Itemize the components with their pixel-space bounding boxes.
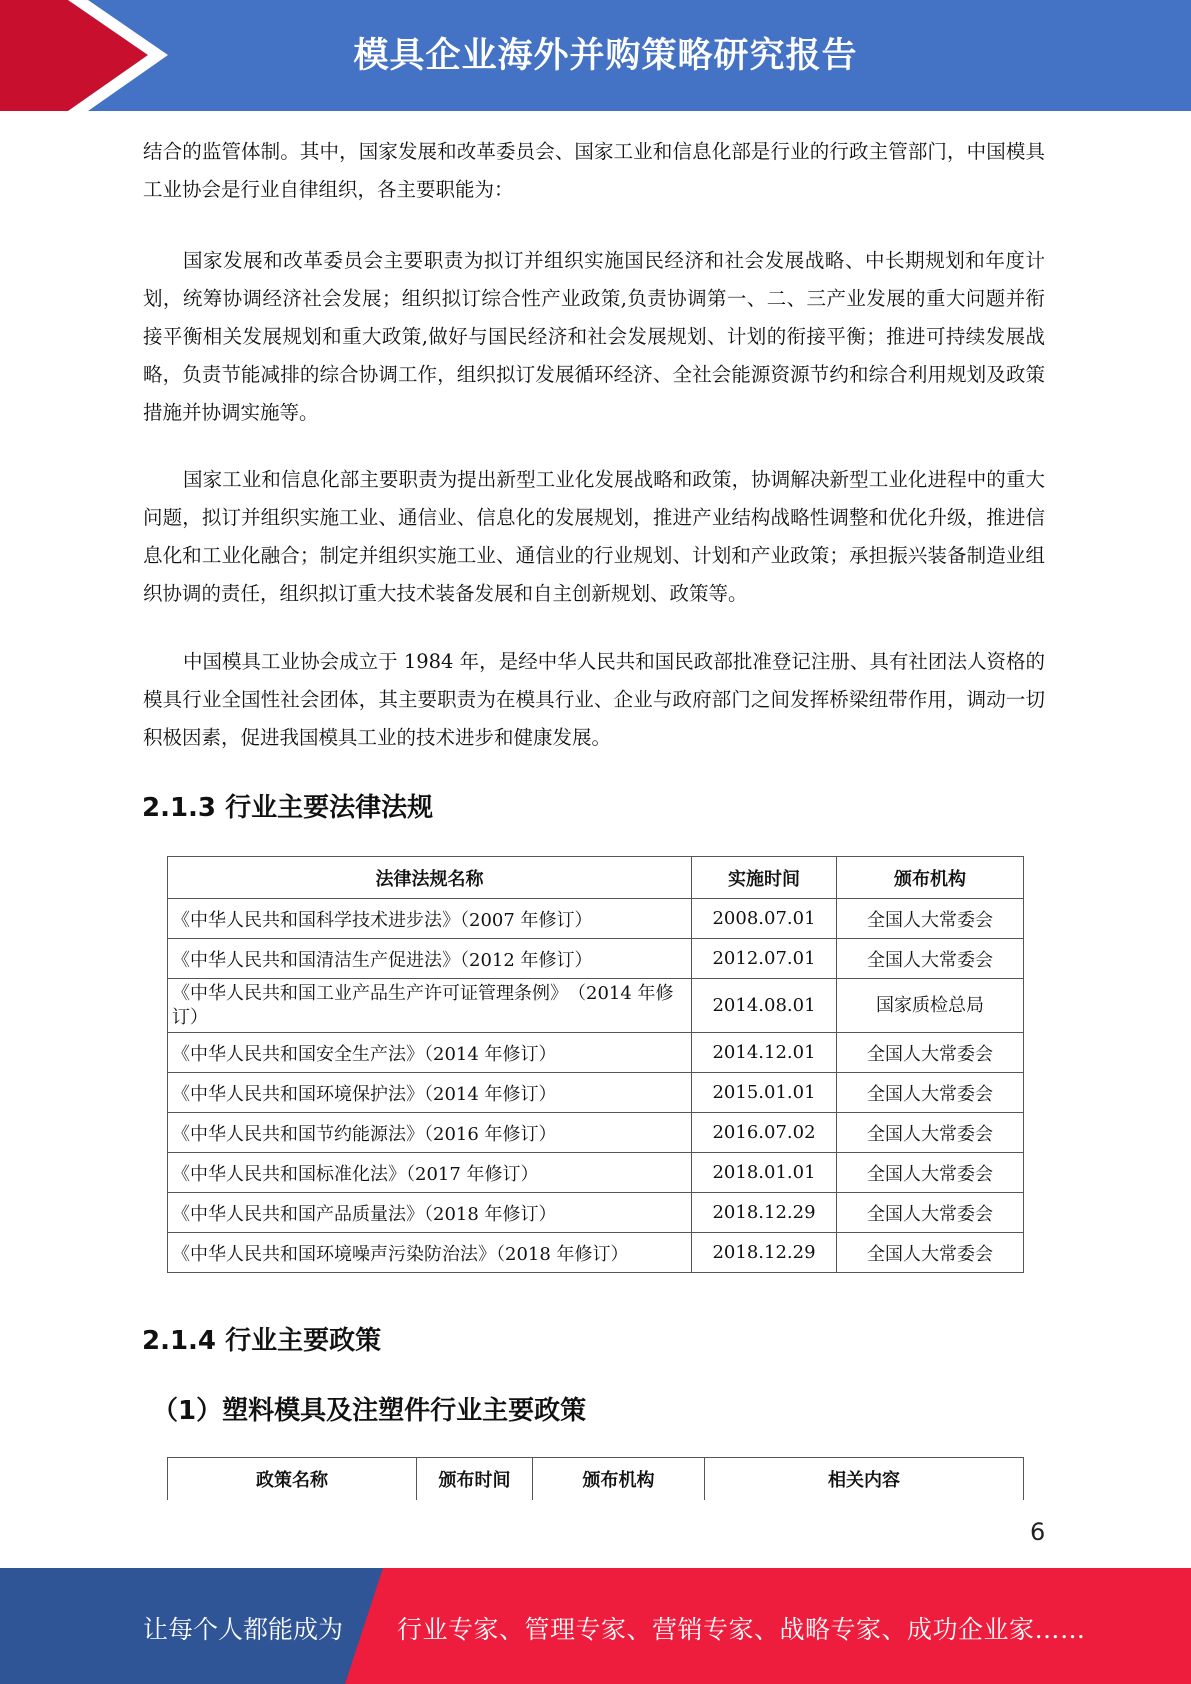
table-row [168,1153,1024,1193]
column-header-policy-name: 政策名称 [168,1458,417,1501]
paragraph-intro: 结合的监管体制。其中，国家发展和改革委员会、国家工业和信息化部是行业的行政主管部门，中国模具工业协会是行业自律组织，各主要职能为： [143,140,1045,201]
law-date-cell: 2018.01.01 [692,1153,837,1193]
page-number: 6 [1030,1518,1046,1546]
law-issuer-cell: 全国人大常委会 [837,1153,1024,1193]
law-issuer-cell: 全国人大常委会 [837,1233,1024,1273]
table-row [168,899,1024,939]
law-name-cell: 《中华人民共和国标准化法》（2017 年修订） [168,1153,692,1193]
law-issuer-cell: 全国人大常委会 [837,1033,1024,1073]
law-name-cell: 《中华人民共和国科学技术进步法》（2007 年修订） [168,899,692,939]
law-date-cell: 2018.12.29 [692,1233,837,1273]
law-name-cell: 《中华人民共和国产品质量法》（2018 年修订） [168,1193,692,1233]
table-row [168,939,1024,979]
law-issuer-cell: 全国人大常委会 [837,1073,1024,1113]
law-table [167,856,1024,1273]
law-name-cell: 《中华人民共和国节约能源法》（2016 年修订） [168,1113,692,1153]
footer-slogan-right: 行业专家、管理专家、营销专家、战略专家、成功企业家…… [397,1615,1086,1644]
table-row [168,1233,1024,1273]
policy-table [167,1457,1024,1500]
law-issuer-cell: 国家质检总局 [837,979,1024,1033]
table-row [168,1073,1024,1113]
law-name-cell: 《中华人民共和国工业产品生产许可证管理条例》 （2014 年修订） [168,979,692,1033]
law-date-cell: 2018.12.29 [692,1193,837,1233]
law-issuer-cell: 全国人大常委会 [837,899,1024,939]
table-header-row [168,857,1024,899]
column-header-name: 法律法规名称 [168,857,692,899]
section-heading-laws: 2.1.3 行业主要法律法规 [142,793,434,823]
law-issuer-cell: 全国人大常委会 [837,939,1024,979]
subsection-heading-plastic-molds: （1）塑料模具及注塑件行业主要政策 [152,1396,587,1426]
column-header-content: 相关内容 [705,1458,1024,1501]
report-title: 模具企业海外并购策略研究报告 [353,36,858,76]
paragraph-ndrc: 国家发展和改革委员会主要职责为拟订并组织实施国民经济和社会发展战略、中长期规划和年度计划，统筹协调经济社会发展；组织拟订综合性产业政策,负责协调第一、二、三产业发展的重大问题并衔接平衡相关发展规划和重大政策,做好与国民经济和社会发展规划、计划的衔接平衡；推进可持续发展战略，负责节能减排的综合协调工作，组织拟订发展循环经济、全社会能源资源节约和综合利用规划及政策措施并协调实施等。 [143,249,1045,424]
table-row [168,1193,1024,1233]
section-heading-policies: 2.1.4 行业主要政策 [142,1326,382,1356]
paragraph-miit: 国家工业和信息化部主要职责为提出新型工业化发展战略和政策，协调解决新型工业化进程中的重大问题，拟订并组织实施工业、通信业、信息化的发展规划，推进产业结构战略性调整和优化升级，推进信息化和工业化融合；制定并组织实施工业、通信业的行业规划、计划和产业政策；承担振兴装备制造业组织协调的责任，组织拟订重大技术装备发展和自主创新规划、政策等。 [143,468,1045,605]
table-row [168,1113,1024,1153]
column-header-issuer: 颁布机构 [533,1458,705,1501]
footer-slogan-left: 让每个人都能成为 [143,1615,344,1644]
law-name-cell: 《中华人民共和国清洁生产促进法》（2012 年修订） [168,939,692,979]
paragraph-association: 中国模具工业协会成立于 1984 年，是经中华人民共和国民政部批准登记注册、具有社团法人资格的模具行业全国性社会团体，其主要职责为在模具行业、企业与政府部门之间发挥桥梁纽带作用，调动一切积极因素，促进我国模具工业的技术进步和健康发展。 [143,650,1045,749]
law-date-cell: 2016.07.02 [692,1113,837,1153]
law-name-cell: 《中华人民共和国安全生产法》（2014 年修订） [168,1033,692,1073]
table-row [168,1033,1024,1073]
page-footer [0,1568,1191,1684]
law-name-cell: 《中华人民共和国环境保护法》（2014 年修订） [168,1073,692,1113]
law-name-cell: 《中华人民共和国环境噪声污染防治法》（2018 年修订） [168,1233,692,1273]
table-row [168,979,1024,1033]
column-header-date: 实施时间 [692,857,837,899]
law-date-cell: 2012.07.01 [692,939,837,979]
table-header-row [168,1458,1024,1501]
law-date-cell: 2014.08.01 [692,979,837,1033]
law-issuer-cell: 全国人大常委会 [837,1113,1024,1153]
column-header-issuer: 颁布机构 [837,857,1024,899]
column-header-issue-date: 颁布时间 [417,1458,533,1501]
page-header [0,0,1191,111]
law-issuer-cell: 全国人大常委会 [837,1193,1024,1233]
law-date-cell: 2008.07.01 [692,899,837,939]
law-date-cell: 2015.01.01 [692,1073,837,1113]
law-date-cell: 2014.12.01 [692,1033,837,1073]
